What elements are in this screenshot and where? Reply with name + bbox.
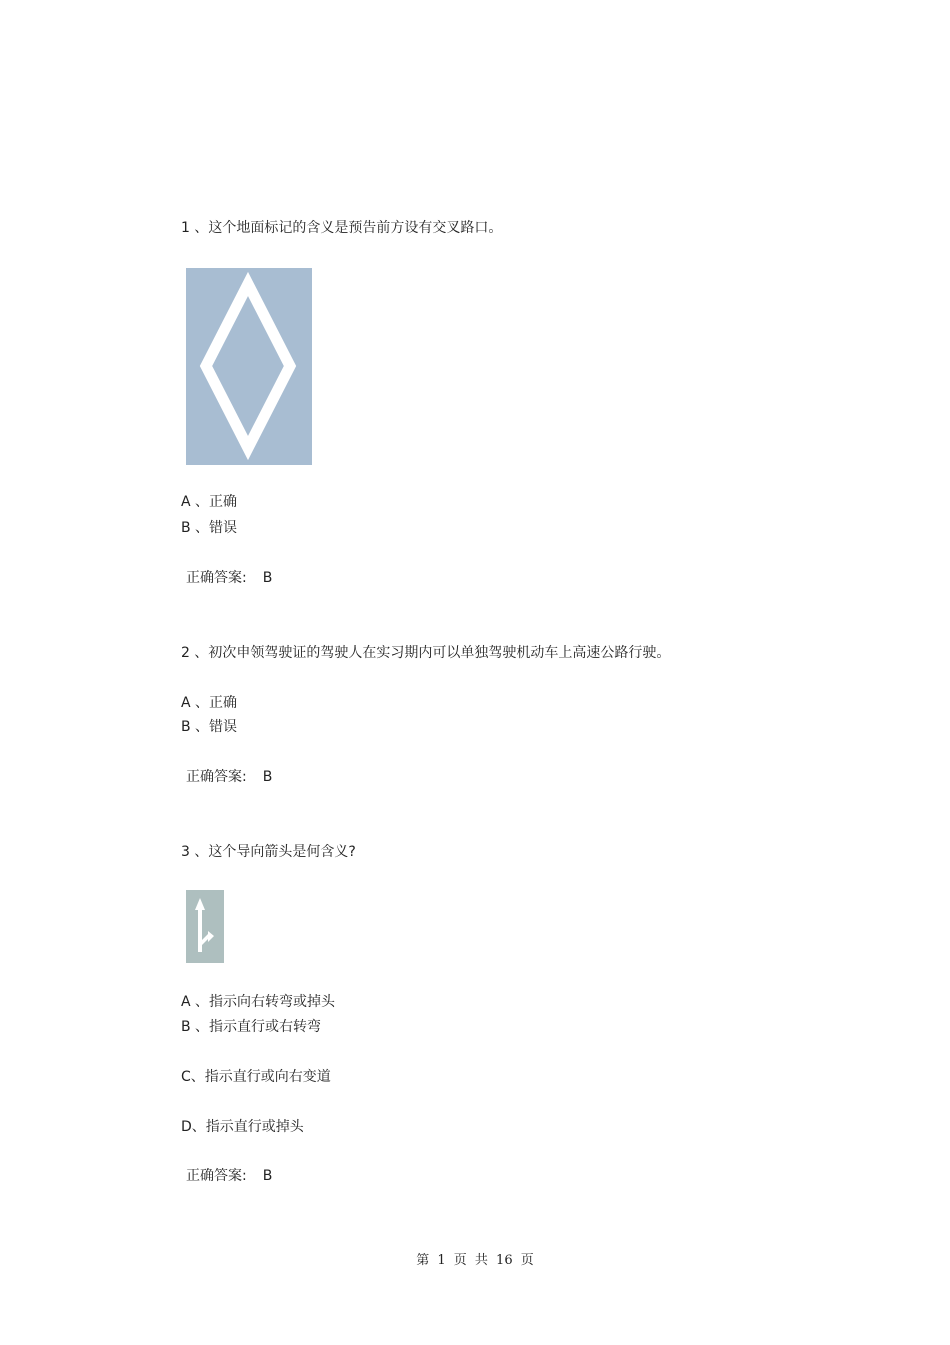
answer-label: 正确答案: (186, 570, 247, 586)
straight-or-right-arrow-marking-icon (186, 890, 224, 963)
question-3-text: 3 、这个导向箭头是何含义? (181, 844, 356, 860)
question-1-answer (186, 569, 272, 587)
question-3-option-a: A 、指示向右转弯或掉头 (181, 994, 336, 1010)
question-2-answer (186, 768, 272, 786)
question-3-answer (186, 1167, 272, 1185)
question-2-option-b: B 、错误 (181, 719, 238, 735)
page-number-footer: 第 1 页 共 16 页 (416, 1253, 534, 1268)
question-2-option-a: A 、正确 (181, 695, 238, 711)
arrow-shaft (198, 908, 202, 952)
answer-label: 正确答案: (186, 1168, 247, 1184)
answer-value: B (262, 769, 273, 785)
question-3-option-c: C、指示直行或向右变道 (181, 1069, 331, 1085)
question-1-option-a: A 、正确 (181, 494, 238, 510)
answer-label: 正确答案: (186, 769, 247, 785)
question-2-text: 2 、初次申领驾驶证的驾驶人在实习期内可以单独驾驶机动车上高速公路行驶。 (181, 645, 671, 661)
question-3-option-b: B 、指示直行或右转弯 (181, 1019, 322, 1035)
question-1-text: 1 、这个地面标记的含义是预告前方设有交叉路口。 (181, 220, 503, 236)
diamond-road-marking-icon (186, 268, 312, 465)
question-1-option-b: B 、错误 (181, 520, 238, 536)
answer-value: B (262, 1168, 273, 1184)
question-3-option-d: D、指示直行或掉头 (181, 1119, 304, 1135)
answer-value: B (262, 570, 273, 586)
sign-background (186, 890, 224, 963)
